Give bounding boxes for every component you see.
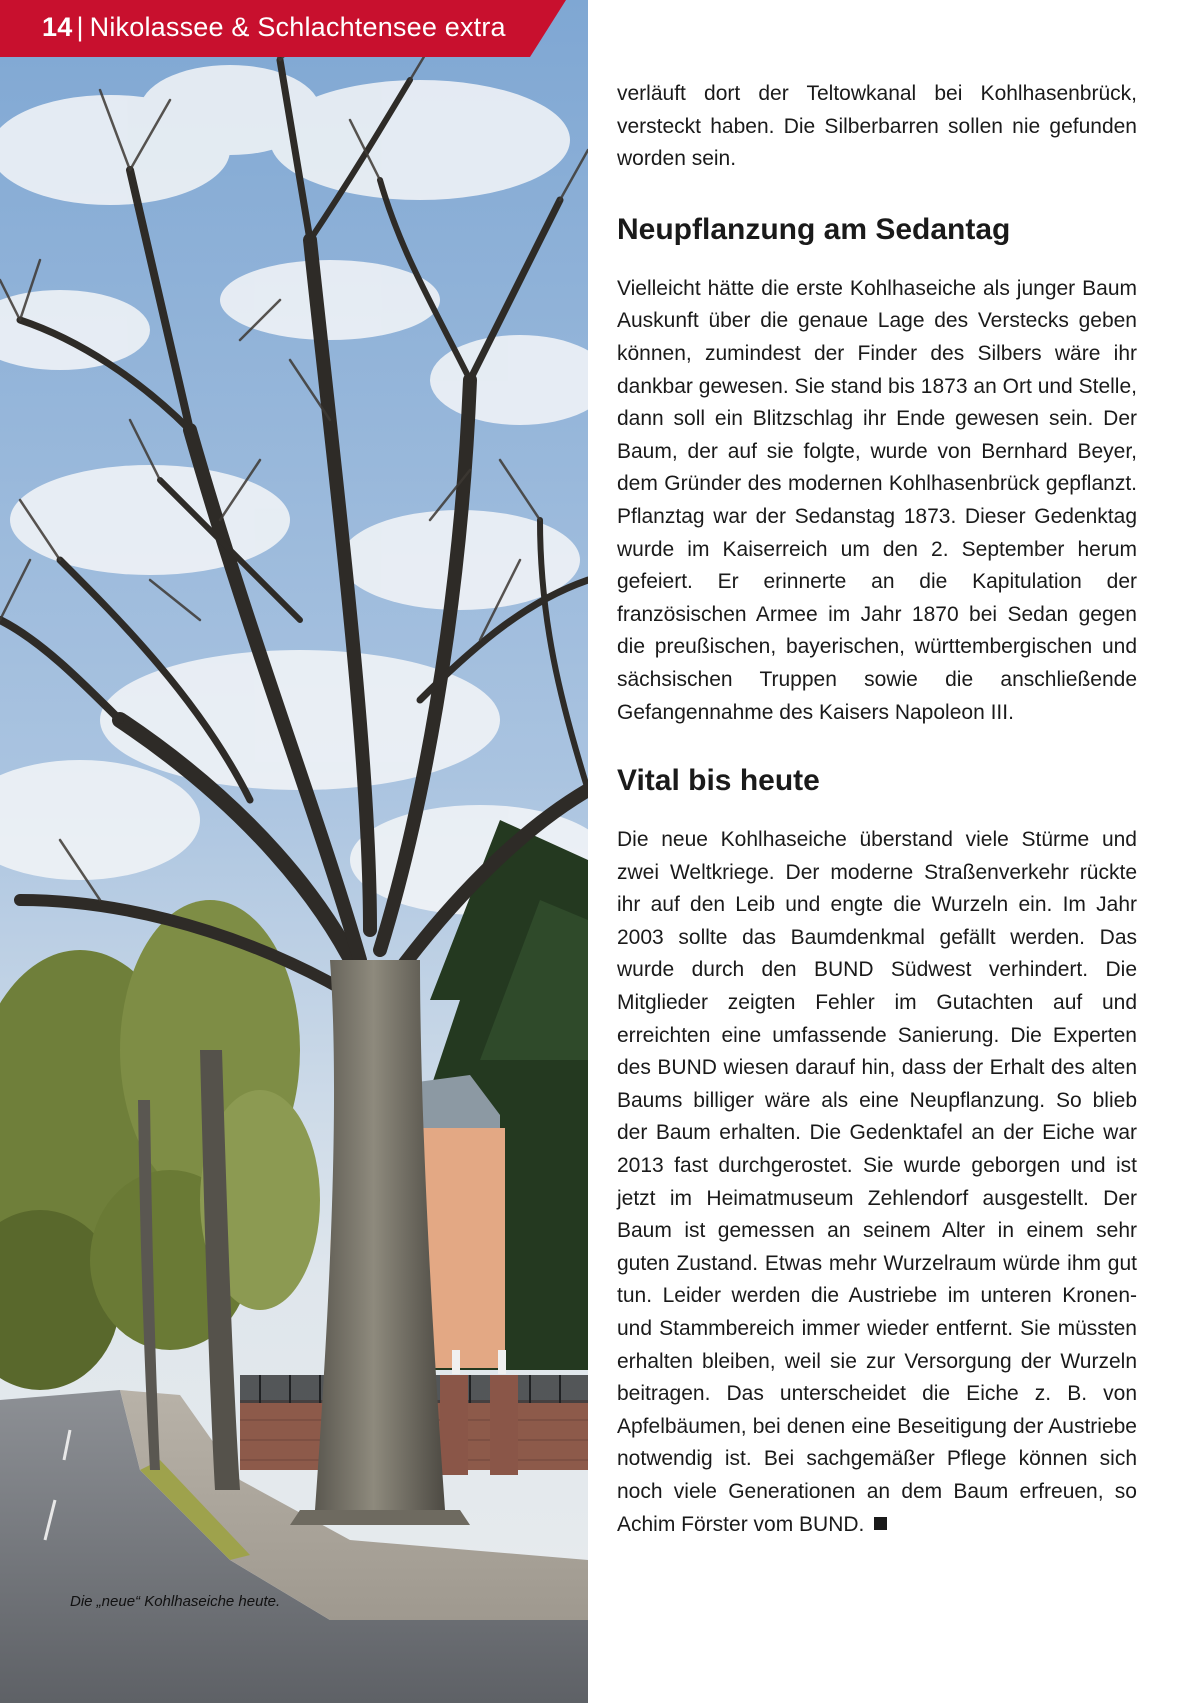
- oak-tree-illustration: [0, 0, 588, 1703]
- section-banner: [0, 0, 566, 57]
- section-title: Nikolassee & Schlachtensee extra: [89, 12, 506, 42]
- heading-neupflanzung: Neupflanzung am Sedantag: [617, 212, 1011, 246]
- paragraph-vital: [617, 824, 1137, 1541]
- photo-caption: Die „neue“ Kohlhaseiche heute.: [70, 1593, 281, 1610]
- end-of-article-square: [874, 1517, 887, 1530]
- paragraph-vital-text: Die neue Kohlhaseiche überstand viele Stürme und zwei Weltkriege. Der moderne Straßenverkehr rückte ihr auf den Leib und engte die Wurzeln ein. Im Jahr 2003 sollte das Baumdenkmal gefällt werden. Das wurde durch den BUND Südwest verhindert. Die Mitglieder zeigten Fehler im Gutachten auf und erreichten eine umfassende Sanierung. Die Experten des BUND wiesen darauf hin, dass der Erhalt des alten Baums billiger wäre als eine Neupflanzung. So blieb der Baum erhalten. Die Gedenktafel an der Eiche war 2013 fast durchgerostet. Sie wurde geborgen und ist jetzt im Heimatmuseum Zehlendorf ausgestellt. Der Baum ist gemessen an seinem Alter in einem sehr guten Zustand. Etwas mehr Wurzelraum würde ihm gut tun. Leider werden die Austriebe im unteren Kronen- und Stammbereich immer wieder entfernt. Sie müssten erhalten bleiben, weil sie zur Versorgung der Wurzeln beitragen. Das unterscheidet die Eiche z. B. von Apfelbäumen, bei denen eine Beseitigung der Austriebe notwendig ist. Bei sachgemäßer Pflege können sich noch viele Generationen an dem Baum erfreuen, so Achim Förster vom BUND.: [617, 828, 1137, 1536]
- article-column: [617, 78, 1137, 1541]
- page-number: 14: [42, 12, 73, 42]
- heading-vital: Vital bis heute: [617, 764, 820, 798]
- intro-paragraph: verläuft dort der Teltowkanal bei Kohlhasenbrück, versteckt haben. Die Silberbarren sollen nie gefunden worden sein.: [617, 82, 1137, 171]
- paragraph-neupflanzung: Vielleicht hätte die erste Kohlhaseiche als junger Baum Auskunft über die genaue Lage des Verstecks geben können, zumindest der Finder des Silbers wäre ihr dankbar gewesen. Sie stand bis 1873 an Ort und Stelle, dann soll ein Blitzschlag ihr Ende gewesen sein. Der Baum, der auf sie folgte, wurde von Bernhard Beyer, dem Gründer des modernen Kohlhasenbrück gepflanzt. Pflanztag war der Sedanstag 1873. Dieser Gedenktag wurde im Kaiserreich um den 2. September herum gefeiert. Er erinnerte an die Kapitulation der französischen Armee im Jahr 1870 bei Sedan gegen die preußischen, bayerischen, württembergischen und sächsischen Truppen sowie die anschließende Gefangennahme des Kaisers Napoleon III.: [617, 276, 1137, 724]
- banner-text: [42, 12, 506, 43]
- oak-tree-photo: [0, 0, 588, 1703]
- banner-separator: |: [76, 12, 84, 42]
